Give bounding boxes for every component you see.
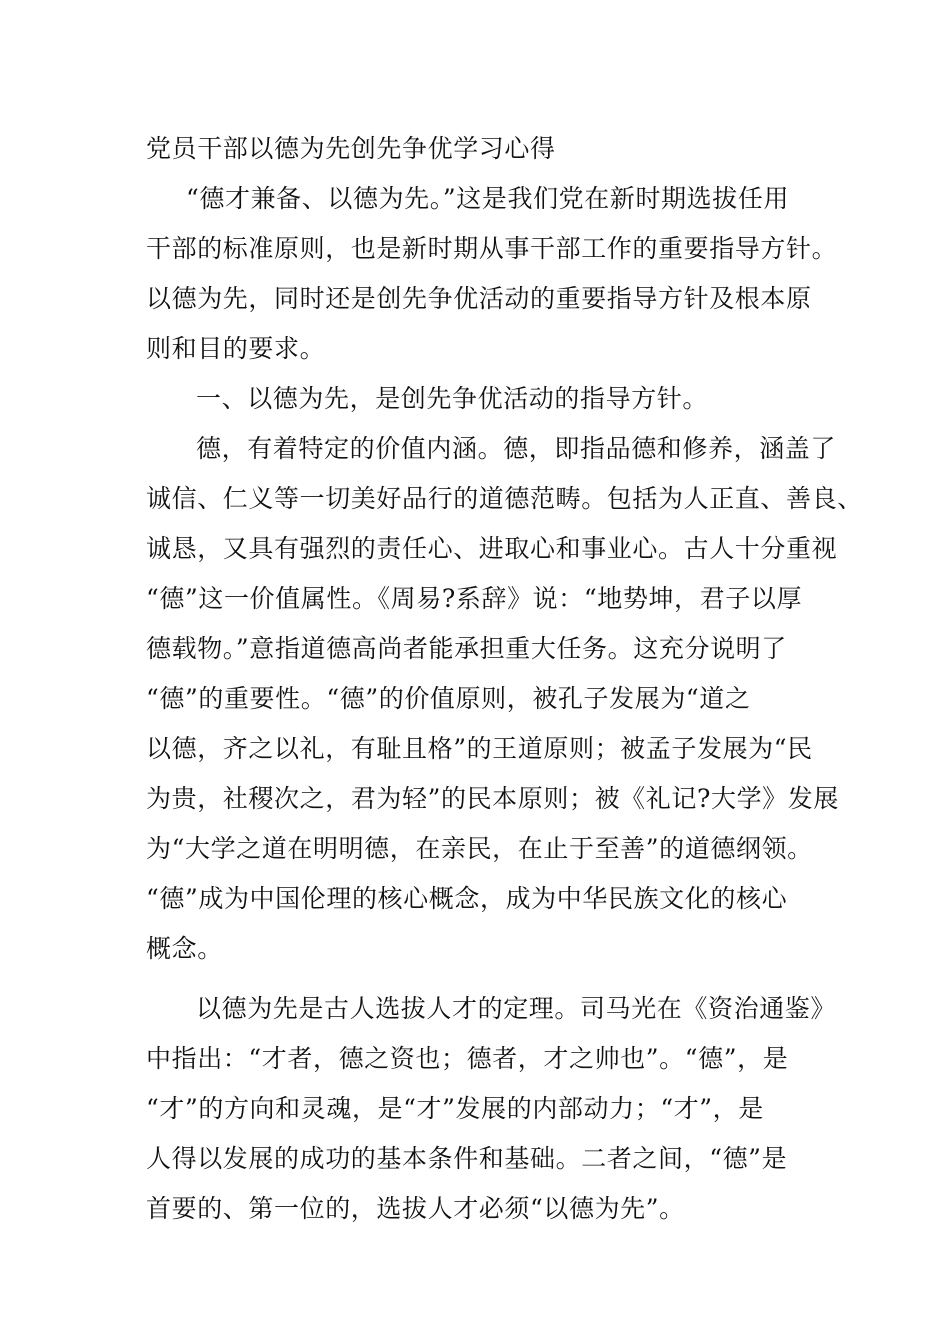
text-line: 则和目的要求。 — [146, 334, 326, 363]
text-line: 中指出：“才者，德之资也；德者，才之帅也”。“德”，是 — [146, 1044, 789, 1073]
text-line: “才”的方向和灵魂，是“才”发展的内部动力；“才”，是 — [146, 1094, 764, 1123]
text-line: 德载物。”意指道德高尚者能承担重大任务。这充分说明了 — [146, 634, 787, 663]
text-line: 人得以发展的成功的基本条件和基础。二者之间，“德”是 — [146, 1144, 788, 1173]
document-title: 党员干部以德为先创先争优学习心得 — [146, 134, 556, 163]
text-line: “德”成为中国伦理的核心概念，成为中华民族文化的核心 — [146, 884, 788, 913]
text-line: 为贵，社稷次之，君为轻”的民本原则；被《礼记?大学》发展 — [146, 784, 839, 813]
text-line: 干部的标准原则，也是新时期从事干部工作的重要指导方针。 — [146, 234, 838, 263]
text-line: 德，有着特定的价值内涵。德，即指品德和修养，涵盖了 — [196, 434, 837, 463]
text-line: “德才兼备、以德为先。”这是我们党在新时期选拔任用 — [186, 184, 790, 213]
text-line: 以德为先是古人选拔人才的定理。司马光在《资治通鉴》 — [196, 994, 837, 1023]
text-line: “德”这一价值属性。《周易?系辞》说：“地势坤，君子以厚 — [146, 584, 803, 613]
section-heading: 一、以德为先，是创先争优活动的指导方针。 — [196, 384, 709, 413]
text-line: “德”的重要性。“德”的价值原则，被孔子发展为“道之 — [146, 684, 751, 713]
text-line: 首要的、第一位的，选拔人才必须“以德为先”。 — [146, 1194, 685, 1223]
text-line: 概念。 — [146, 934, 223, 963]
text-line: 为“大学之道在明明德，在亲民，在止于至善”的道德纲领。 — [146, 834, 813, 863]
text-line: 以德，齐之以礼，有耻且格”的王道原则；被孟子发展为“民 — [146, 734, 813, 763]
text-line: 诚恳，又具有强烈的责任心、进取心和事业心。古人十分重视 — [146, 534, 838, 563]
text-line: 诚信、仁义等一切美好品行的道德范畴。包括为人正直、善良、 — [146, 484, 863, 513]
text-line: 以德为先，同时还是创先争优活动的重要指导方针及根本原 — [146, 284, 812, 313]
